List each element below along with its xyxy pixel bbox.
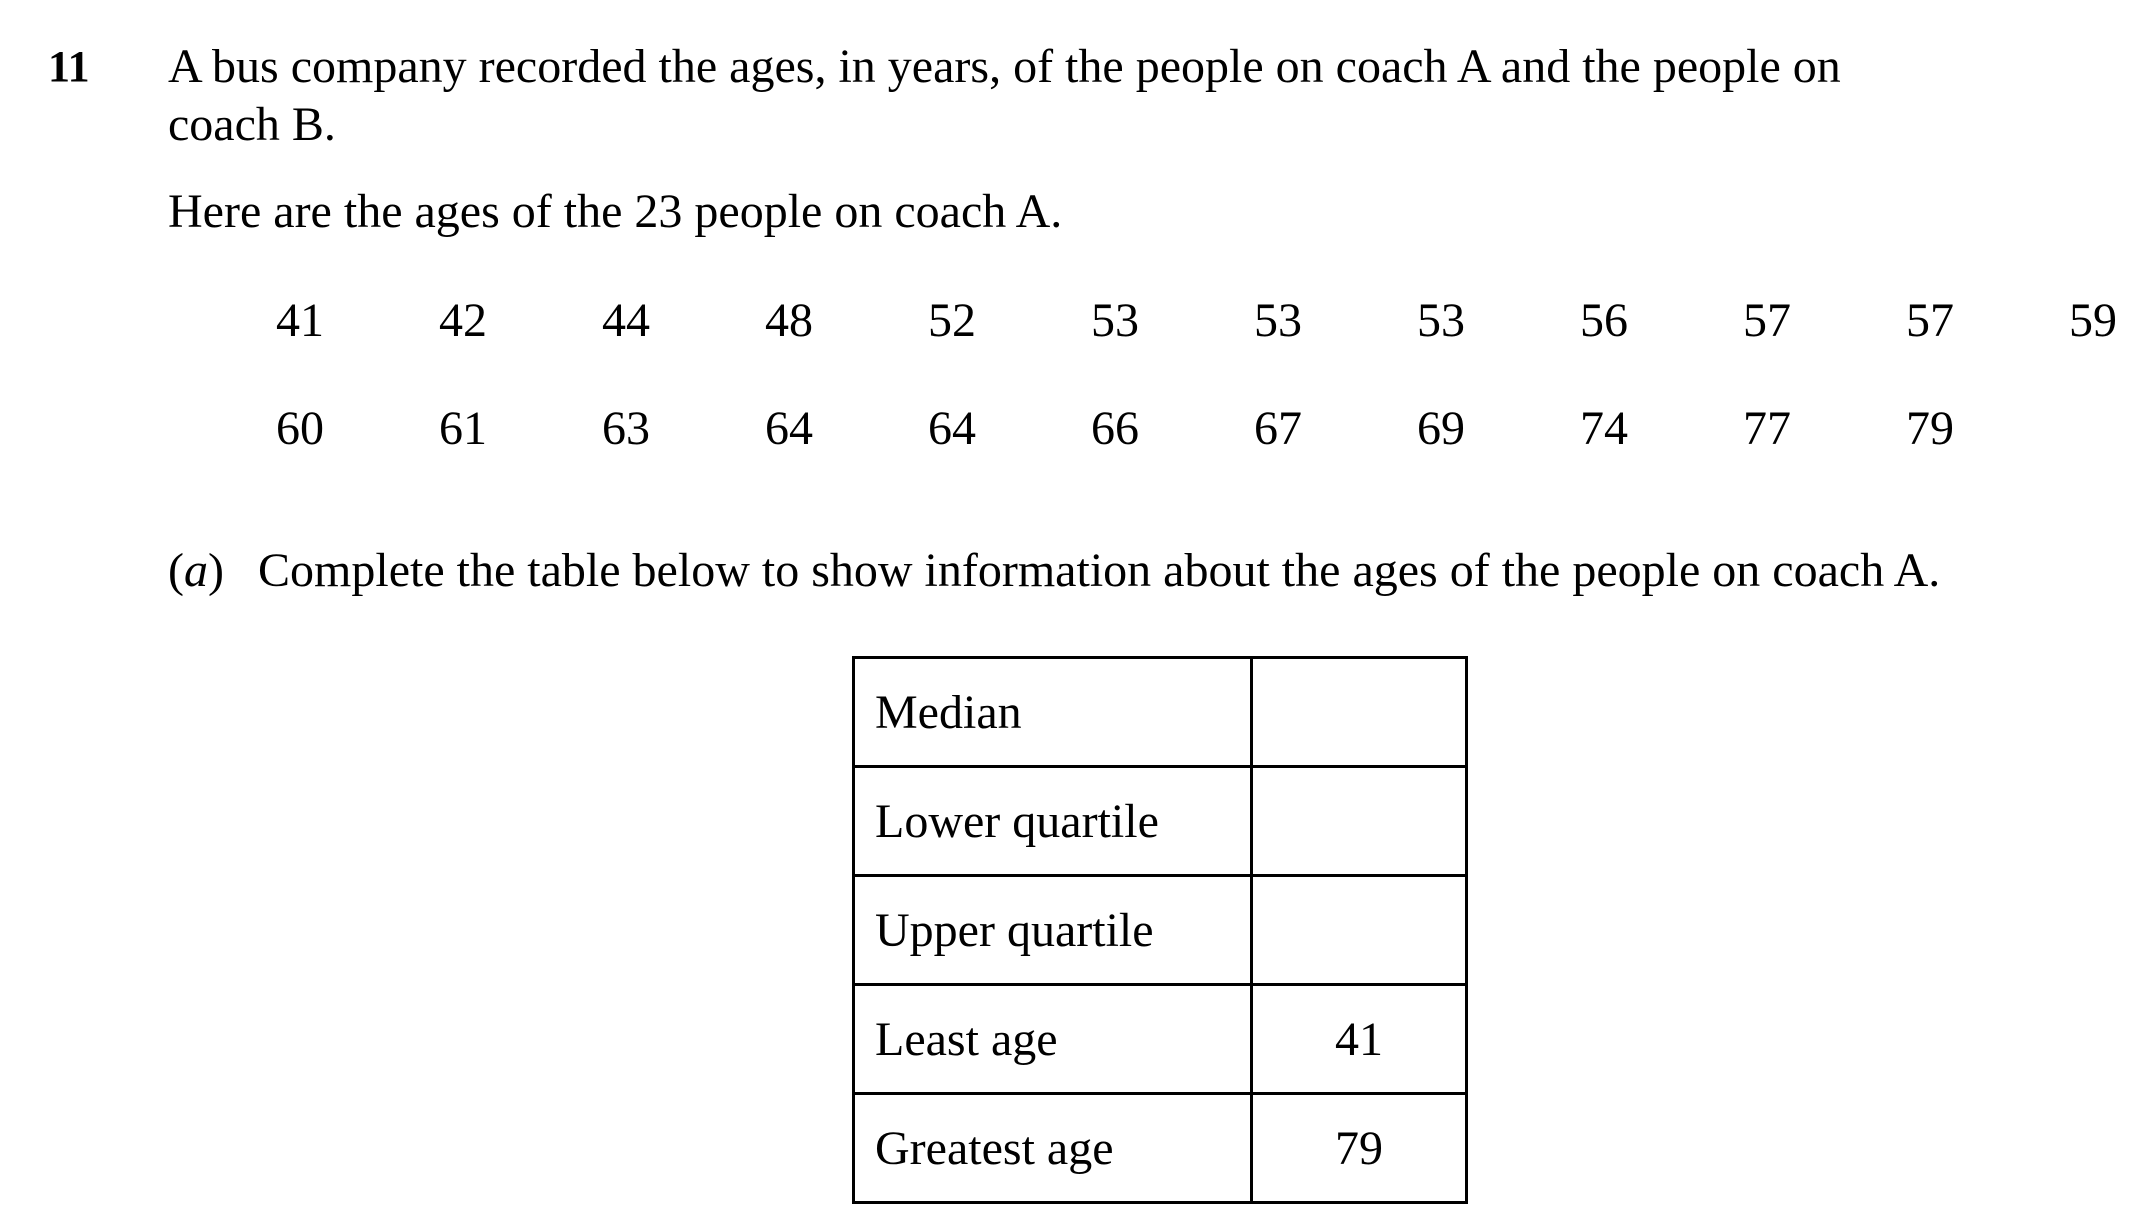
table-row <box>854 1094 1467 1203</box>
statistics-table <box>852 656 1468 1204</box>
age-value: 56 <box>1580 294 1628 347</box>
age-value: 42 <box>439 294 487 347</box>
age-value: 64 <box>765 402 813 455</box>
median-answer-cell[interactable] <box>1252 658 1467 767</box>
age-value: 60 <box>276 402 324 455</box>
lower-quartile-answer-cell[interactable] <box>1252 767 1467 876</box>
age-value: 59 <box>2069 294 2117 347</box>
age-value: 64 <box>928 402 976 455</box>
least-age-value: 41 <box>1252 985 1467 1094</box>
part-a-label: (a) <box>168 544 224 597</box>
greatest-age-value: 79 <box>1252 1094 1467 1203</box>
age-value: 63 <box>602 402 650 455</box>
part-a-instruction <box>168 542 1940 600</box>
age-value: 69 <box>1417 402 1465 455</box>
age-value: 66 <box>1091 402 1139 455</box>
age-value: 44 <box>602 294 650 347</box>
upper-quartile-label: Upper quartile <box>854 876 1252 985</box>
greatest-age-label: Greatest age <box>854 1094 1252 1203</box>
age-value: 53 <box>1091 294 1139 347</box>
age-value: 74 <box>1580 402 1628 455</box>
age-value: 77 <box>1743 402 1791 455</box>
table-row <box>854 985 1467 1094</box>
least-age-label: Least age <box>854 985 1252 1094</box>
age-value: 41 <box>276 294 324 347</box>
age-value: 57 <box>1743 294 1791 347</box>
table-row <box>854 767 1467 876</box>
table-row <box>854 658 1467 767</box>
age-value: 52 <box>928 294 976 347</box>
lower-quartile-label: Lower quartile <box>854 767 1252 876</box>
age-value: 79 <box>1906 402 1954 455</box>
age-value: 57 <box>1906 294 1954 347</box>
question-subtext: Here are the ages of the 23 people on coach A. <box>168 185 1063 238</box>
question-number: 11 <box>48 42 90 91</box>
question-intro: A bus company recorded the ages, in years, of the people on coach A and the people on coach B. <box>168 40 1841 151</box>
age-value: 53 <box>1254 294 1302 347</box>
table-row <box>854 876 1467 985</box>
upper-quartile-answer-cell[interactable] <box>1252 876 1467 985</box>
part-a-text: Complete the table below to show information about the ages of the people on coach A. <box>258 544 1941 597</box>
median-label: Median <box>854 658 1252 767</box>
age-value: 53 <box>1417 294 1465 347</box>
age-value: 48 <box>765 294 813 347</box>
age-value: 67 <box>1254 402 1302 455</box>
age-value: 61 <box>439 402 487 455</box>
